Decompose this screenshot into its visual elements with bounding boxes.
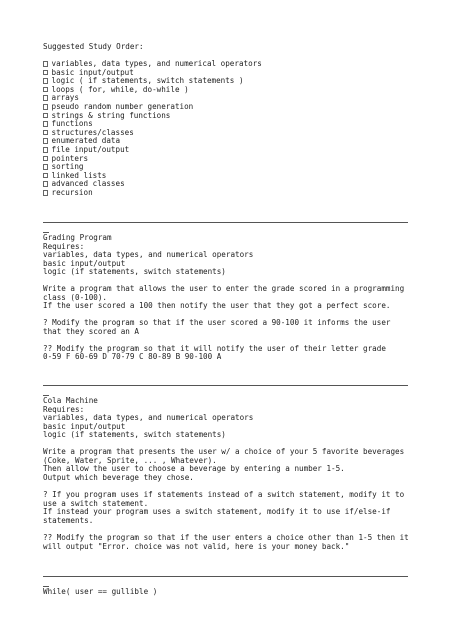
study-order-item-label: variables, data types, and numerical operators	[51, 59, 262, 68]
grading-req-2: basic input/output	[43, 259, 126, 268]
cola-mod-1d: statements.	[43, 516, 94, 525]
checkbox-icon	[43, 190, 48, 196]
checkbox-icon	[43, 61, 48, 67]
study-order-item-label: linked lists	[51, 170, 107, 180]
grading-mod-2b: 0-59 F 60-69 D 70-79 C 80-89 B 90-100 A	[43, 352, 222, 361]
study-order-item-label: pointers	[51, 153, 89, 163]
cola-mod-1a: ? If you program uses if statements instead of a switch statement, modify it to	[43, 490, 405, 499]
cola-mod-1b: use a switch statement.	[43, 499, 149, 508]
study-order-item-label: structures/classes	[51, 127, 134, 137]
cola-desc-2: (Coke, Water, Sprite, ... , Whatever).	[43, 456, 217, 465]
section-divider	[43, 576, 408, 577]
grading-req-1: variables, data types, and numerical operators	[43, 250, 254, 259]
study-order-item-label: file input/output	[51, 145, 130, 154]
study-order-item-label: loops ( for, while, do-while )	[51, 84, 189, 94]
checkbox-icon	[43, 113, 48, 119]
study-order-item-label: basic input/output	[51, 67, 134, 77]
cola-desc-4: Output which beverage they chose.	[43, 473, 194, 482]
checkbox-icon	[43, 181, 48, 187]
cola-req-2: basic input/output	[43, 422, 126, 431]
grading-desc-3: If the user scored a 100 then notify the user that they got a perfect score.	[43, 301, 391, 310]
study-order-item-label: arrays	[51, 93, 79, 103]
study-order-title: Suggested Study Order:	[43, 42, 144, 51]
grading-req-3: logic (if statements, switch statements)	[43, 267, 226, 276]
checkbox-icon	[43, 138, 48, 144]
checkbox-icon	[43, 121, 48, 127]
study-order-item	[43, 189, 93, 198]
cola-mod-1c: If instead your program uses a switch statement, modify it to use if/else-if	[43, 507, 391, 516]
grading-desc-2: class (0-100).	[43, 293, 108, 302]
grading-desc-1: Write a program that allows the user to enter the grade scored in a programming	[43, 284, 405, 293]
checkbox-icon	[43, 87, 48, 93]
study-order-item-label: logic ( if statements, switch statements )	[51, 76, 244, 86]
study-order-item-label: sorting	[51, 162, 84, 172]
section-divider	[43, 222, 408, 223]
checkbox-icon	[43, 164, 48, 170]
checkbox-icon	[43, 173, 48, 179]
checkbox-icon	[43, 147, 48, 153]
section-divider	[43, 385, 408, 386]
study-order-item-label: enumerated data	[51, 136, 121, 146]
cola-mod-2b: will output "Error. choice was not valid, here is your money back."	[43, 542, 350, 551]
checkbox-icon	[43, 156, 48, 162]
checkbox-icon	[43, 78, 48, 84]
grading-title: Grading Program	[43, 233, 112, 242]
gullible-title: While( user == gullible )	[43, 587, 158, 596]
study-order-item-label: advanced classes	[51, 179, 125, 189]
study-order-item-label: pseudo random number generation	[51, 102, 194, 111]
study-order-item-label: strings & string functions	[51, 110, 171, 120]
checkbox-icon	[43, 130, 48, 136]
grading-requires: Requires:	[43, 242, 85, 251]
cola-desc-3: Then allow the user to choose a beverage by entering a number 1-5.	[43, 464, 345, 473]
checkbox-icon	[43, 70, 48, 76]
cola-title: Cola Machine	[43, 396, 98, 405]
grading-mod-1b: that they scored an A	[43, 327, 140, 336]
grading-mod-2a: ?? Modify the program so that it will notify the user of their letter grade	[43, 344, 386, 353]
cola-desc-1: Write a program that presents the user w/ a choice of your 5 favorite beverages	[43, 447, 405, 456]
checkbox-icon	[43, 95, 48, 101]
study-order-item-label: recursion	[51, 188, 93, 197]
cola-req-1: variables, data types, and numerical operators	[43, 413, 254, 422]
cola-requires: Requires:	[43, 405, 85, 414]
grading-mod-1a: ? Modify the program so that if the user scored a 90-100 it informs the user	[43, 318, 391, 327]
cola-mod-2a: ?? Modify the program so that if the user enters a choice other than 1-5 then it	[43, 533, 409, 542]
cola-req-3: logic (if statements, switch statements)	[43, 430, 226, 439]
study-order-item-label: functions	[51, 119, 93, 129]
checkbox-icon	[43, 104, 48, 110]
